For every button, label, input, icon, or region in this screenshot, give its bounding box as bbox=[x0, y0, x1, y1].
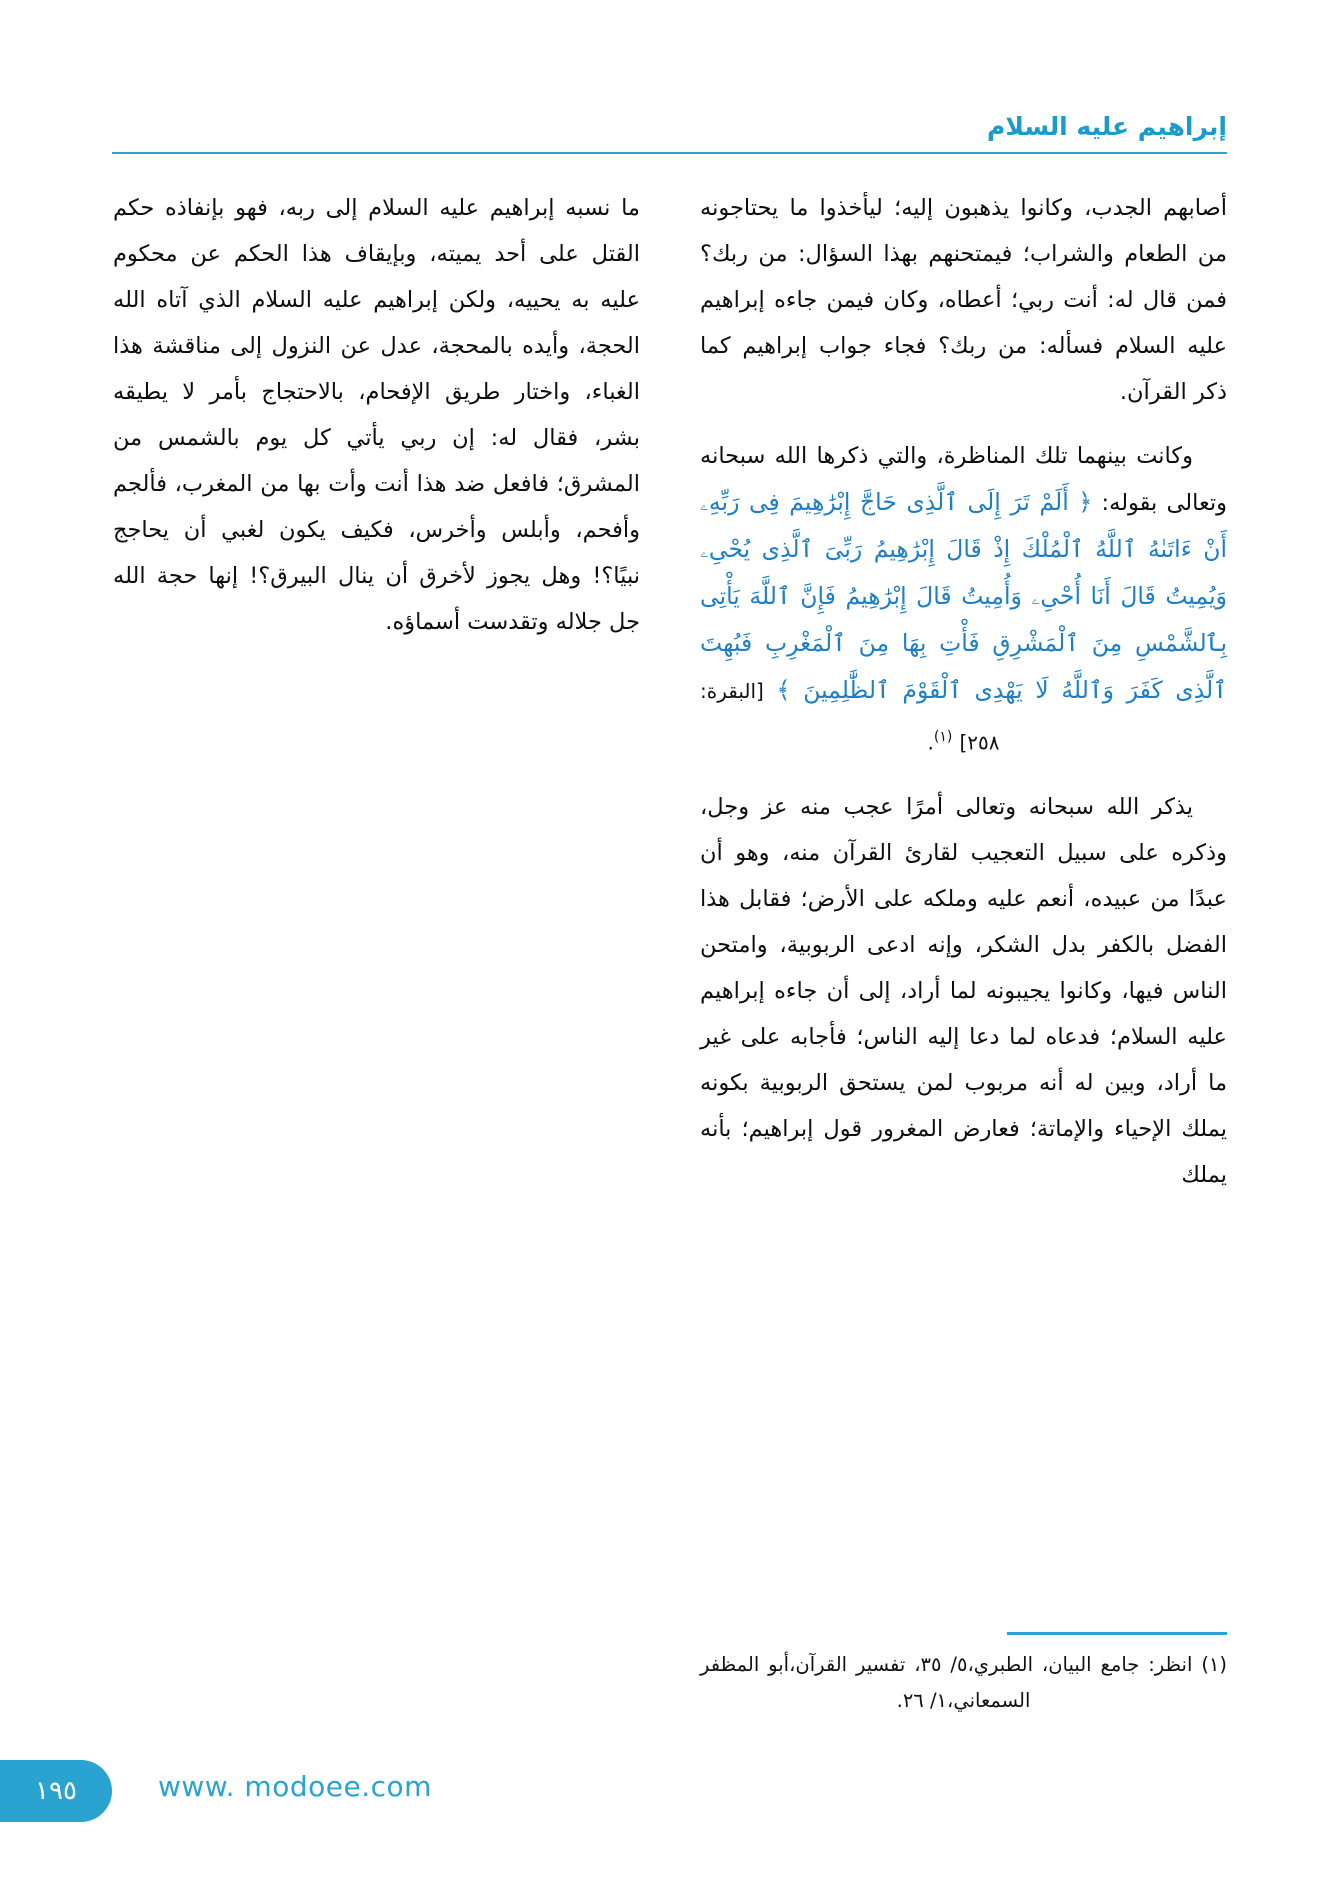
page-number: ١٩٥ bbox=[35, 1776, 77, 1806]
footnote-number: (١) bbox=[1201, 1653, 1228, 1676]
sentence-end: . bbox=[927, 730, 934, 755]
paragraph-text: وكانت بينهما تلك المناظرة، والتي ذكرها الله سبحانه وتعالى بقوله: bbox=[700, 443, 1227, 516]
page-header bbox=[112, 112, 1227, 158]
footnote-entry bbox=[700, 1647, 1227, 1719]
paragraph: ما نسبه إبراهيم عليه السلام إلى ربه، فهو بإنفاذه حكم القتل على أحد يميته، وبإيقاف هذا الحكم عن محكوم عليه به يحييه، ولكن إبراهيم عليه السلام الذي آتاه الله الحجة، وأيده بالمحجة، عدل عن النزول إلى مناقشة هذا الغباء، واختار طريق الإفحام، بالاحتجاج بأمر لا يطيقه بشر، فقال له: إن ربي يأتي كل يوم بالشمس من المشرق؛ فافعل ضد هذا أنت وأت بها من المغرب، فألجم وأفحم، وأبلس وأخرس، فكيف يكون لغبي أن يحاجج نبيًا؟! وهل يجوز لأخرق أن ينال البيرق؟! إنها حجة الله جل جلاله وتقدست أسماؤه. bbox=[113, 195, 640, 635]
quran-verse-text: أَلَمْ تَرَ إِلَى ٱلَّذِى حَاجَّ إِبْرَٰهِيمَ فِى رَبِّهِۦ أَنْ ءَاتَىٰهُ ٱللَّهُ ٱلْمُلْكَ إِذْ قَالَ إِبْرَٰهِيمُ رَبِّىَ ٱلَّذِى يُحْىِۦ وَيُمِيتُ قَالَ أَنَا أُحْىِۦ وَأُمِيتُ قَالَ إِبْرَٰهِيمُ فَإِنَّ ٱللَّهَ يَأْتِى بِٱلشَّمْسِ مِنَ ٱلْمَشْرِقِ فَأْتِ بِهَا مِنَ ٱلْمَغْرِبِ فَبُهِتَ ٱلَّذِى كَفَرَ وَٱللَّهُ لَا يَهْدِى ٱلْقَوْمَ ٱلظَّٰلِمِينَ bbox=[700, 488, 1227, 704]
paragraph: يذكر الله سبحانه وتعالى أمرًا عجب منه عز وجل، وذكره على سبيل التعجيب لقارئ القرآن منه، وهو أن عبدًا من عبيده، أنعم عليه وملكه على الأرض؛ فقابل هذا الفضل بالكفر بدل الشكر، وإنه ادعى الربوبية، وامتحن الناس فيها، وكانوا يجيبونه لما أراد، إلى أن جاءه إبراهيم عليه السلام؛ فدعاه لما دعا إليه الناس؛ فأجابه على غير ما أراد، وبين له أنه مربوب لمن يستحق الربوبية بكونه يملك الإحياء والإماتة؛ فعارض المغرور قول إبراهيم؛ بأنه يملك bbox=[700, 793, 1227, 1188]
column-right bbox=[700, 185, 1227, 1216]
chapter-title: إبراهيم عليه السلام bbox=[987, 112, 1227, 141]
column-left bbox=[113, 185, 640, 1216]
header-divider bbox=[112, 152, 1227, 154]
quran-quote bbox=[700, 488, 1227, 704]
quran-reference: [البقرة: ٢٥٨] bbox=[700, 679, 1000, 755]
body-columns bbox=[112, 185, 1227, 1216]
paragraph: أصابهم الجدب، وكانوا يذهبون إليه؛ ليأخذوا ما يحتاجونه من الطعام والشراب؛ فيمتحنهم بهذا السؤال: من ربك؟ فمن قال له: أنت ربي؛ أعطاه، وكان فيمن جاءه إبراهيم عليه السلام فسأله: من ربك؟ فجاء جواب إبراهيم كما ذكر القرآن. bbox=[700, 195, 1227, 405]
page-footer bbox=[0, 1760, 1339, 1840]
footnote-text: انظر: جامع البيان، الطبري،٥/ ٣٥، تفسير القرآن،أبو المظفر السمعاني،١/ ٢٦. bbox=[700, 1653, 1193, 1712]
quran-close-brace: ﴾ bbox=[776, 676, 791, 704]
footnote-area bbox=[700, 1632, 1227, 1719]
footnote-marker: (١) bbox=[933, 729, 953, 745]
paragraph-intro-verse bbox=[700, 433, 1227, 766]
quran-open-brace: ﴿ bbox=[1078, 488, 1093, 516]
footnote-divider bbox=[1007, 1632, 1227, 1635]
site-url[interactable]: www. modoee.com bbox=[158, 1770, 432, 1803]
